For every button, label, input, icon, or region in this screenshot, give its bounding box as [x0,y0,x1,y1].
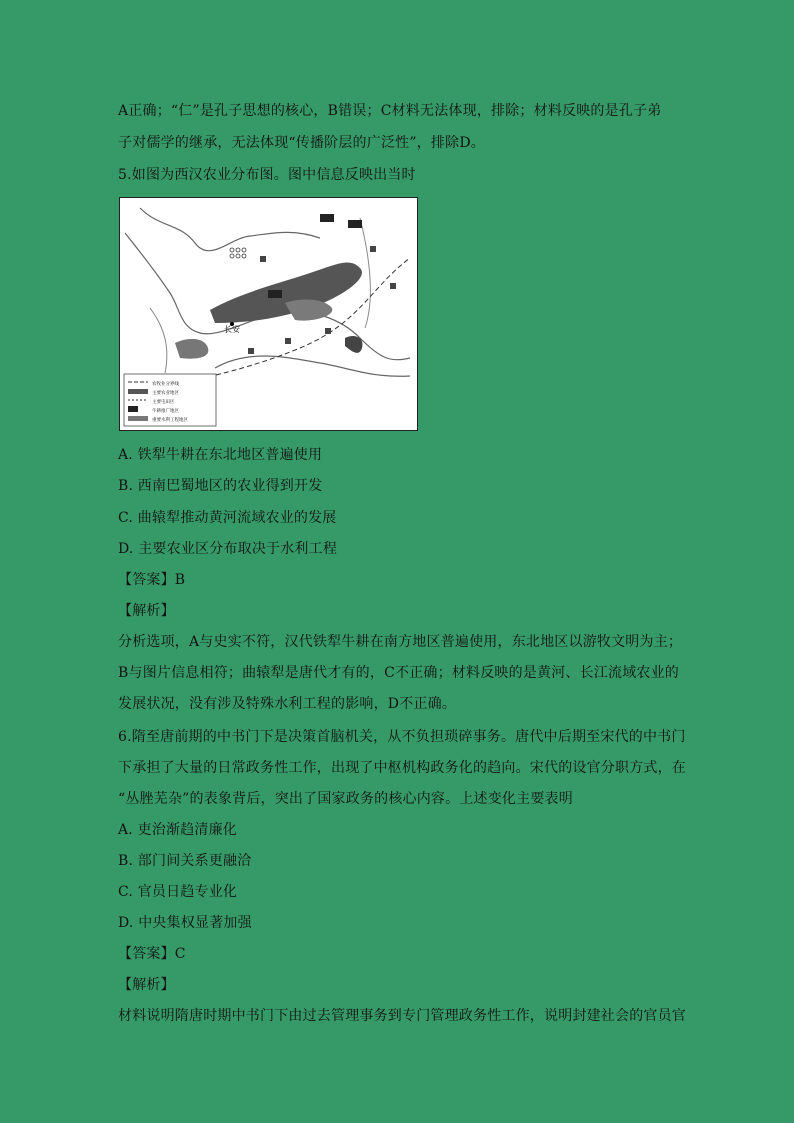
q5-option-b: B. 西南巴蜀地区的农业得到开发 [118,478,323,494]
line-2: 子对儒学的继承，无法体现“传播阶层的广泛性”，排除D。 [118,135,485,151]
q5-explanation-label: 【解析】 [118,603,175,619]
q6-option-c: C. 官员日趋专业化 [118,884,238,900]
question-6-2: 下承担了大量的日常政务性工作，出现了中枢机构政务化的趋向。宋代的设官分职方式，在 [118,760,686,776]
legend-item: 重要水利工程地区 [152,418,188,423]
map-drawing [120,198,417,430]
city-label: 长安 [224,325,240,334]
q5-option-d: D. 主要农业区分布取决于水利工程 [118,541,338,557]
q5-explanation-2: B与图片信息相符；曲辕犁是唐代才有的，C不正确；材料反映的是黄河、长江流域农业的 [118,665,679,681]
q5-option-a: A. 铁犁牛耕在东北地区普遍使用 [118,447,323,463]
q6-explanation-label: 【解析】 [118,977,175,993]
question-6-3: “丛脞芜杂”的表象背后，突出了国家政务的核心内容。上述变化主要表明 [118,791,573,807]
legend-item: 牛耕推广地区 [152,409,179,414]
legend-item: 主要农业地区 [152,391,179,396]
q5-explanation-3: 发展状况，没有涉及特殊水利工程的影响，D不正确。 [118,696,457,712]
western-han-agriculture-map [119,197,418,431]
question-5: 5.如图为西汉农业分布图。图中信息反映出当时 [118,167,416,183]
q6-option-b: B. 部门间关系更融洽 [118,853,252,869]
q6-explanation-1: 材料说明隋唐时期中书门下由过去管理事务到专门管理政务性工作，说明封建社会的官员官 [118,1008,686,1024]
legend-item: 农牧业分界线 [152,382,179,387]
q5-explanation-1: 分析选项，A与史实不符，汉代铁犁牛耕在南方地区普遍使用，东北地区以游牧文明为主； [118,634,683,650]
q5-answer: 【答案】B [118,572,186,588]
q6-option-a: A. 吏治渐趋清廉化 [118,822,238,838]
question-6-1: 6.隋至唐前期的中书门下是决策首脑机关，从不负担琐碎事务。唐代中后期至宋代的中书门 [118,729,686,745]
q5-option-c: C. 曲辕犁推动黄河流域农业的发展 [118,510,337,526]
legend-item: 主要屯田区 [152,400,175,405]
q6-option-d: D. 中央集权显著加强 [118,915,252,931]
q6-answer: 【答案】C [118,946,186,962]
line-1: A正确；“仁”是孔子思想的核心，B错误；C材料无法体现，排除；材料反映的是孔子弟 [118,103,662,119]
